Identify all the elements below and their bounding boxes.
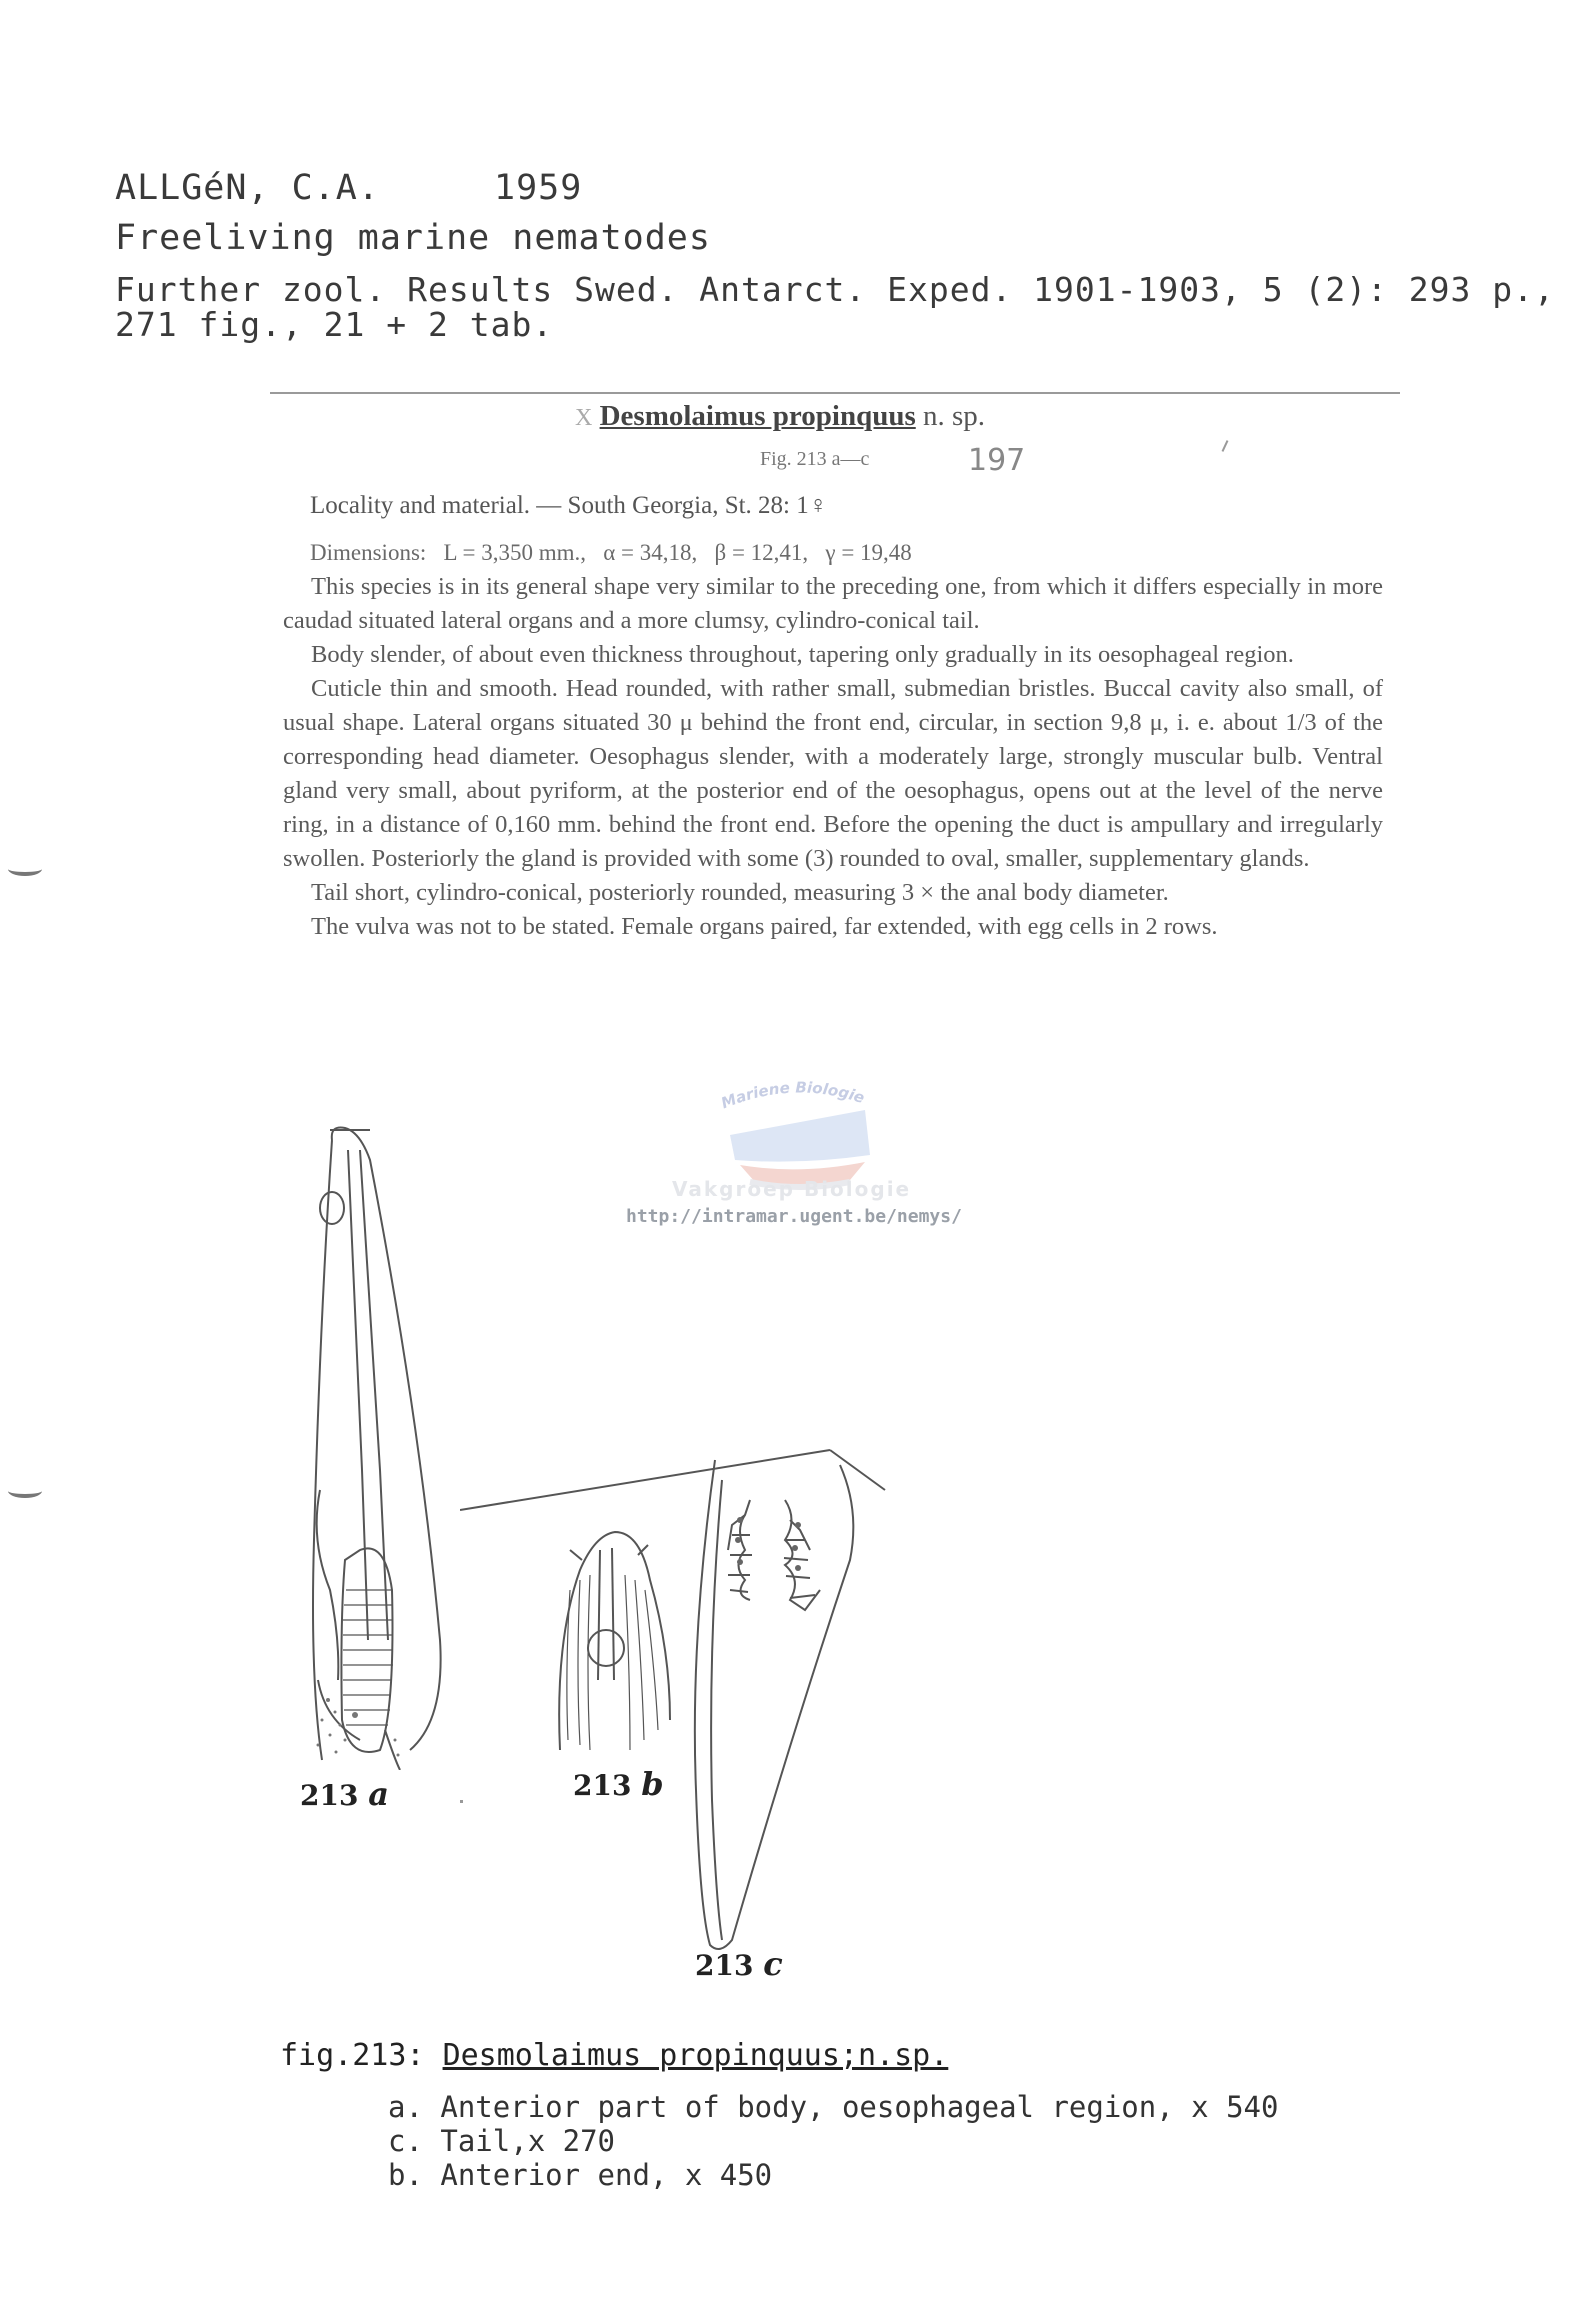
figure-213b-letter: b — [641, 1765, 664, 1803]
figure-213c-label — [695, 1945, 783, 1983]
reference-author: ALLGéN, C.A. — [115, 168, 380, 208]
caption-item-a-letter: a. — [388, 2090, 423, 2124]
locality-line: Locality and material. — South Georgia, St. 28: 1♀ — [310, 492, 828, 519]
reference-year: 1959 — [494, 168, 583, 208]
reference-journal-line1: Further zool. Results Swed. Antarct. Exped. 1901-1903, 5 (2): 293 p., — [115, 270, 1555, 309]
punch-hole-mark-upper — [8, 862, 42, 876]
caption-item-b-letter: b. — [388, 2158, 423, 2192]
figure-213a-letter: a — [368, 1775, 389, 1813]
figure-reference: Fig. 213 a—c — [760, 448, 870, 470]
description-paragraph-1: This species is in its general shape very similar to the preceding one, from which it differs especially in more caudad situated lateral organs and a more clumsy, cylindro-conical tail. — [283, 573, 1383, 634]
watermark-label: Vakgroep Biologie — [672, 1177, 912, 1201]
punch-hole-mark-lower — [8, 1484, 42, 1498]
figure-213c-drawing — [460, 1440, 900, 1960]
watermark-arc-text: Mariene Biologie — [718, 1078, 867, 1113]
caption-item-a-text: Anterior part of body, oesophageal region, x 540 — [440, 2090, 1279, 2124]
description-paragraph-5: The vulva was not to be stated. Female organs paired, far extended, with egg cells in 2 rows. — [311, 913, 1218, 940]
pencil-mark — [1222, 440, 1229, 452]
caption-heading — [280, 2038, 948, 2073]
description-paragraph-4: Tail short, cylindro-conical, posteriorly rounded, measuring 3 × the anal body diameter. — [311, 879, 1169, 906]
caption-item-c-letter: c. — [388, 2124, 423, 2158]
handwritten-number: 197 — [968, 443, 1026, 478]
reference-journal-line2: 271 fig., 21 + 2 tab. — [115, 305, 554, 344]
watermark-url: http://intramar.ugent.be/nemys/ — [626, 1206, 962, 1227]
species-name: Desmolaimus propinquus — [599, 400, 916, 432]
figure-213a-number: 213 — [300, 1779, 359, 1812]
dimensions-line: Dimensions: L = 3,350 mm., α = 34,18, β = 12,41, γ = 19,48 — [310, 540, 912, 565]
caption-item-a — [388, 2090, 1278, 2124]
description-paragraph-2: Body slender, of about even thickness throughout, tapering only gradually in its oesophageal region. — [311, 641, 1294, 668]
description-body — [283, 570, 1383, 944]
species-suffix: n. sp. — [923, 400, 986, 432]
caption-prefix: fig.213: — [280, 2038, 425, 2073]
figure-213c-number: 213 — [695, 1949, 754, 1982]
figure-213b-number: 213 — [573, 1769, 632, 1802]
caption-item-c — [388, 2124, 615, 2158]
caption-item-b — [388, 2158, 772, 2192]
figure-213a-drawing — [270, 1120, 450, 1770]
caption-item-b-text: Anterior end, x 450 — [440, 2158, 773, 2192]
caption-species-name: Desmolaimus propinquus;n.sp. — [442, 2038, 949, 2073]
description-paragraph-3: Cuticle thin and smooth. Head rounded, with rather small, submedian bristles. Buccal cavity also small, of usual shape. Lateral organs situated 30 μ behind the front end, circular, in section 9,8 μ, i. e. about 1/3 of the corresponding head diameter. Oesophagus slender, with a moderately large, strongly muscular bulb. Ventral gland very small, about pyriform, at the posterior end of the oesophagus, opens out at the level of the nerve ring, in a distance of 0,160 mm. behind the front end. Before the opening the duct is ampullary and irregularly swollen. Posteriorly the gland is provided with some (3) rounded to oval, smaller, supplementary glands. — [283, 675, 1383, 872]
species-mark: X — [575, 405, 593, 431]
reference-title: Freeliving marine nematodes — [115, 218, 711, 258]
figure-213a-label — [300, 1775, 389, 1813]
header-rule — [270, 392, 1400, 394]
caption-item-c-text: Tail,x 270 — [440, 2124, 615, 2158]
figure-213c-letter: c — [763, 1945, 783, 1983]
